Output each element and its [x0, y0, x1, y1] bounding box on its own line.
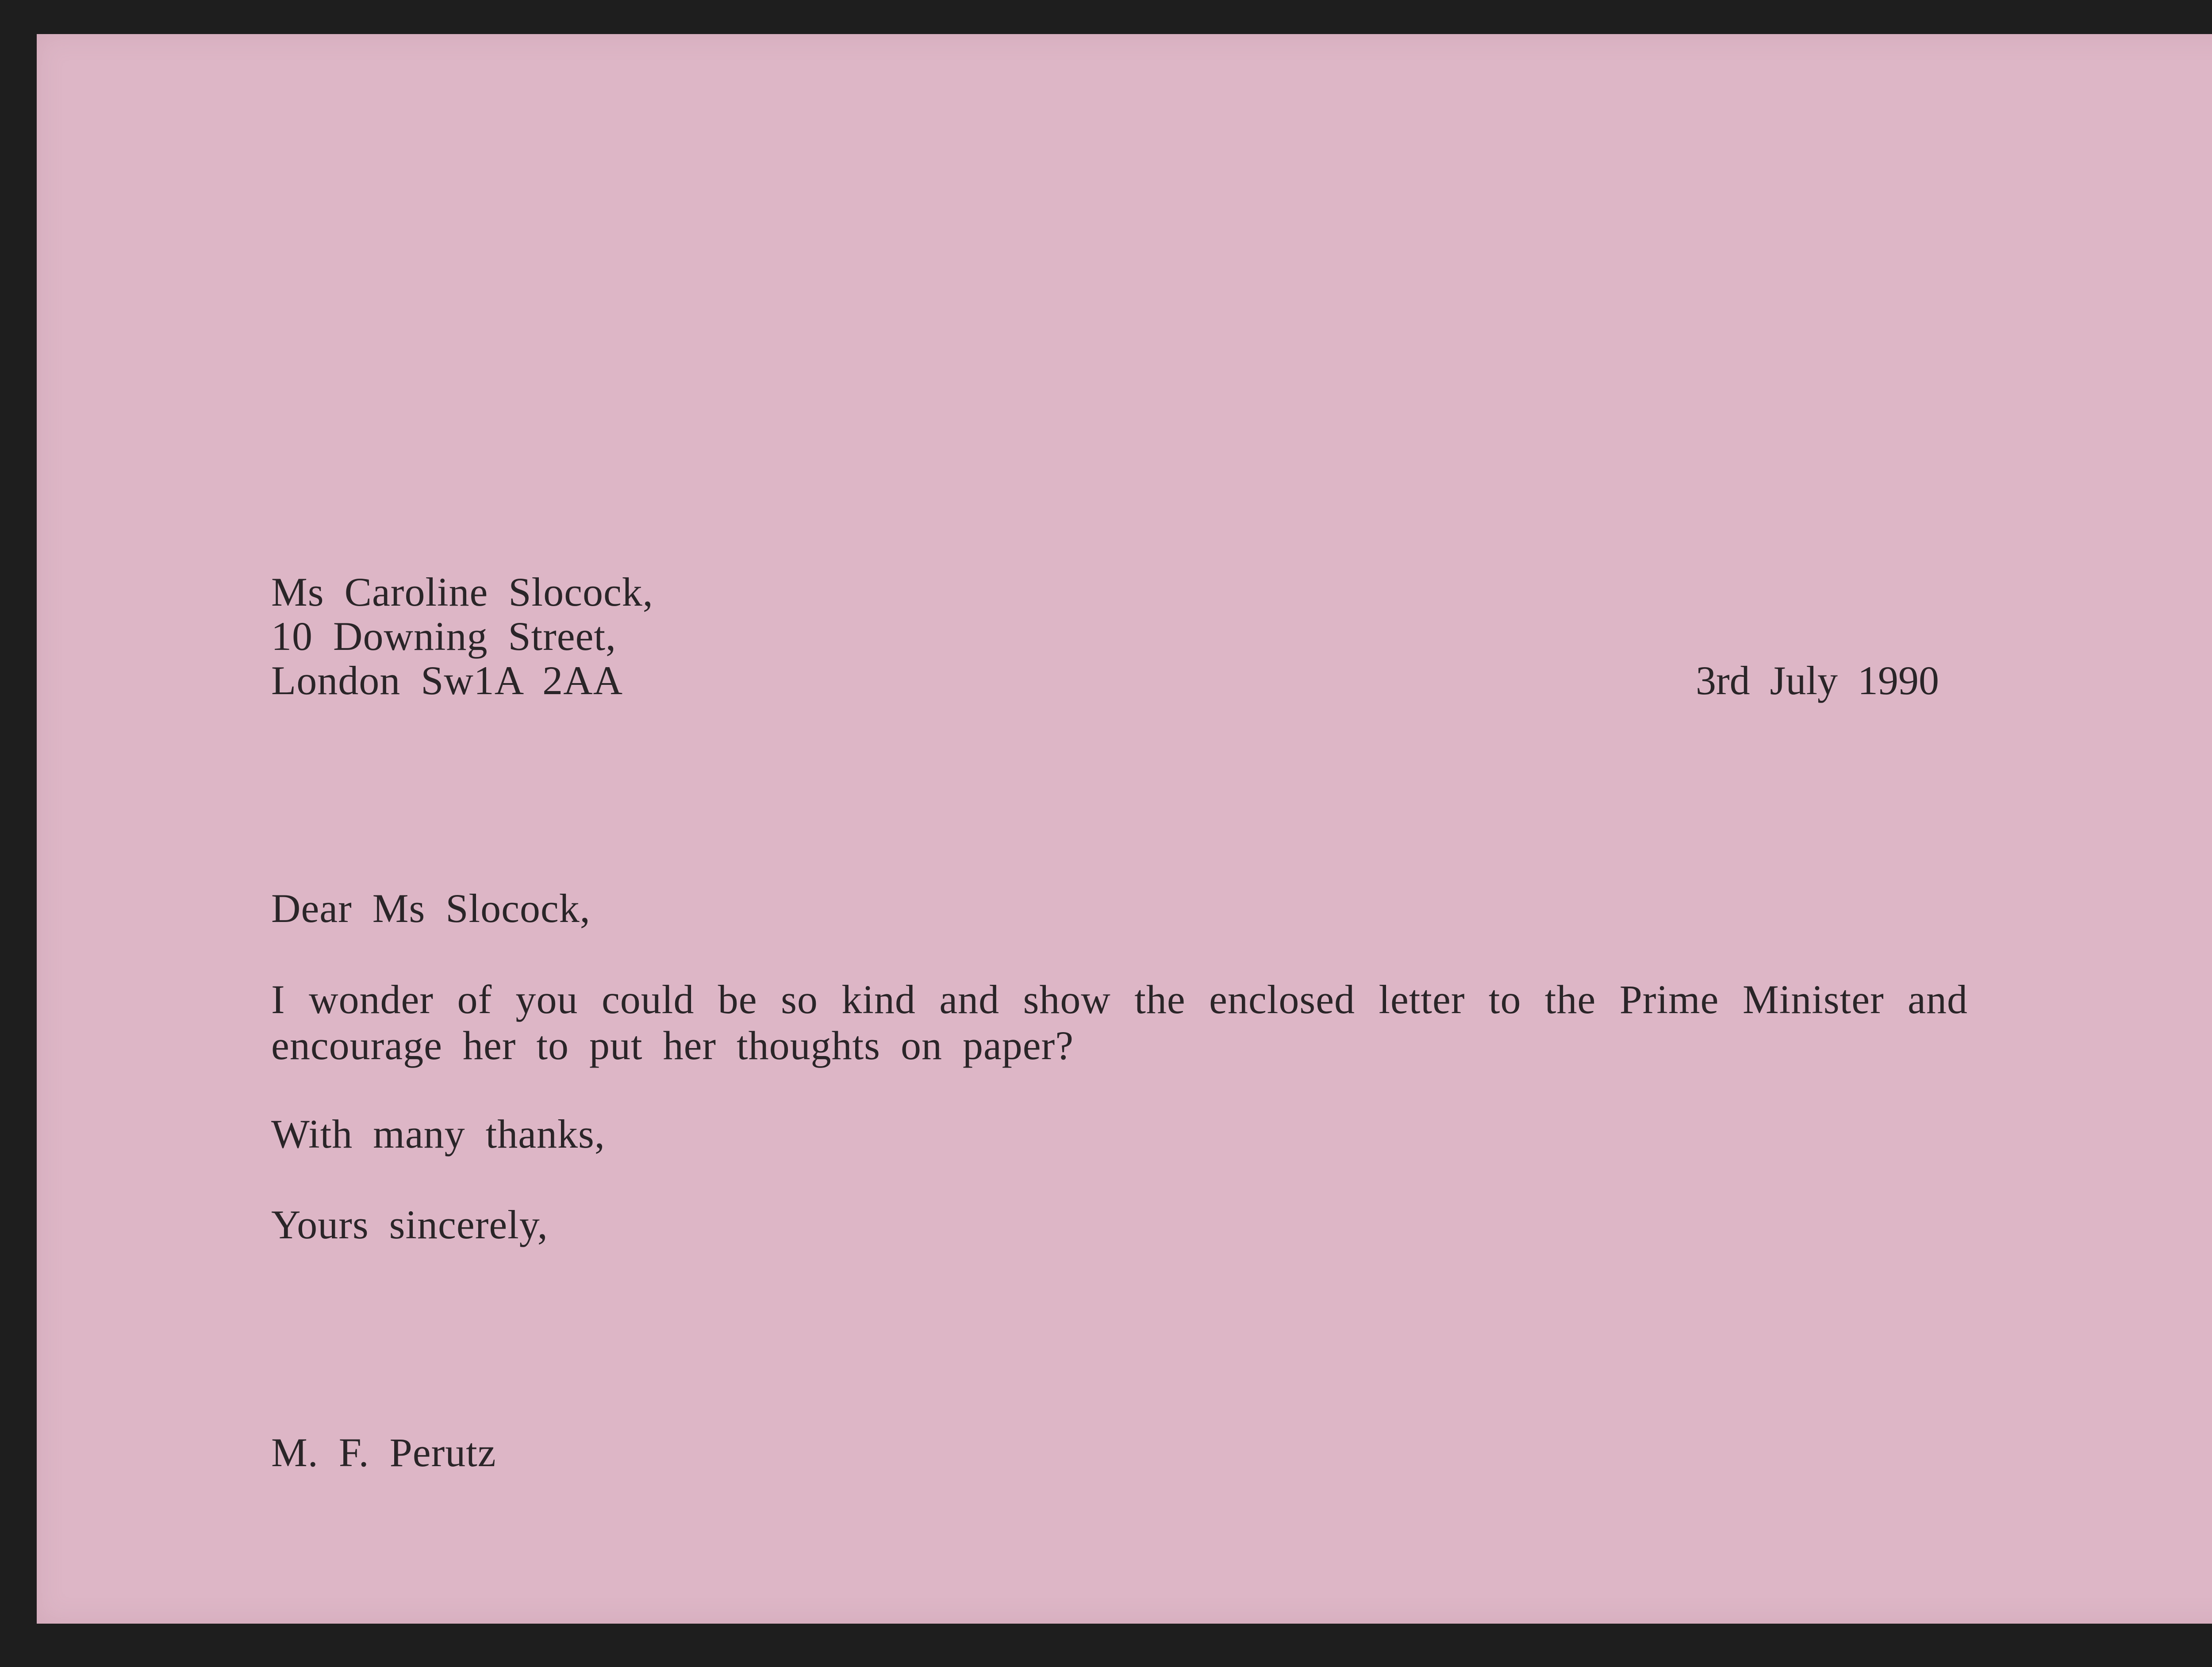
letter-sheet	[37, 34, 2212, 1624]
recipient-city: London Sw1A 2AA	[271, 658, 623, 703]
recipient-name: Ms Caroline Slocock,	[271, 569, 653, 615]
salutation: Dear Ms Slocock,	[271, 886, 591, 931]
signer-name: M. F. Perutz	[271, 1430, 496, 1475]
recipient-street: 10 Downing Street,	[271, 614, 617, 659]
letter-date: 3rd July 1990	[1696, 658, 1939, 703]
closing-line: Yours sincerely,	[271, 1202, 548, 1247]
thanks-line: With many thanks,	[271, 1111, 605, 1156]
letter-body: I wonder of you could be so kind and show the enclosed letter to the Prime Minister and encourage her to put her thoughts on paper?	[271, 977, 1968, 1068]
